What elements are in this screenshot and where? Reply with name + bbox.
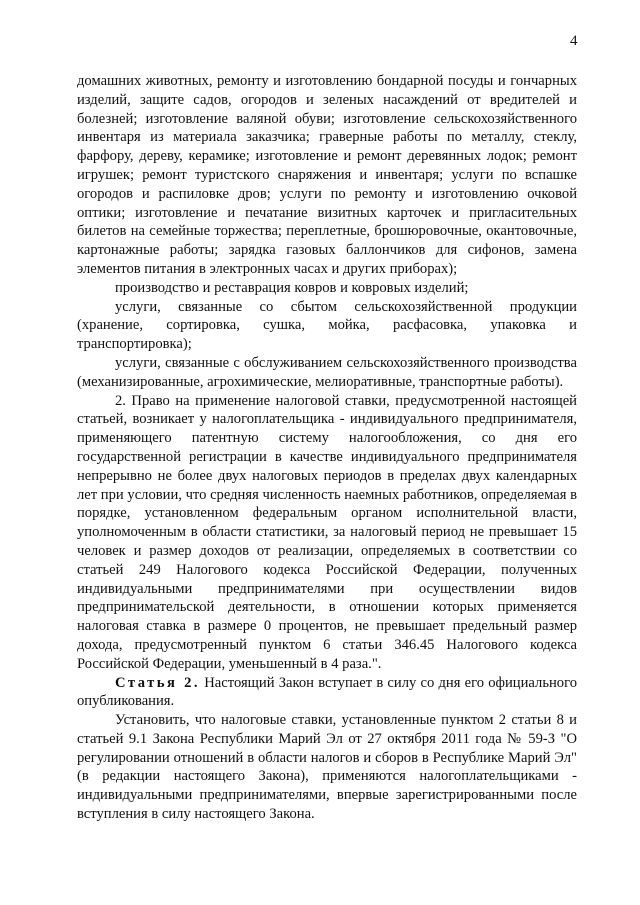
paragraph-agri-services: услуги, связанные с обслуживанием сельскохозяйственного производства (механизированные, агрохимические, мелиоративные, транспортные работы). <box>77 354 577 390</box>
article-2-paragraph <box>77 674 577 712</box>
document-body <box>77 72 577 824</box>
article-2-label: Статья 2. <box>115 674 201 691</box>
paragraph-right-to-rate: 2. Право на применение налоговой ставки, предусмотренной настоящей статьей, возникает у налогоплательщика - индивидуального предпринимателя, применяющего патентную систему налогообложения, со дня его государственной регистрации в качестве индивидуального предпринимателя непрерывно не более двух налоговых периодов в пределах двух календарных лет при условии, что средняя численность наемных работников, определяемая в порядке, установленном федеральным органом исполнительной власти, уполномоченным в области статистики, за налоговый период не превышает 15 человек и размер доходов от реализации, определяемых в соответствии со статьей 249 Налогового кодекса Российской Федерации, полученных индивидуальными предпринимателями при осуществлении видов предпринимательской деятельности, в отношении которых применяется налоговая ставка в размере 0 процентов, не превышает предельный размер дохода, предусмотренный пунктом 6 статьи 346.45 Налогового кодекса Российской Федерации, уменьшенный в 4 раза.". <box>77 392 577 672</box>
page-number: 4 <box>570 33 578 49</box>
paragraph-continued-list: домашних животных, ремонту и изготовлению бондарной посуды и гончарных изделий, защите садов, огородов и зеленых насаждений от вредителей и болезней; изготовление валяной обуви; изготовление сельскохозяйственного инвентаря из материала заказчика; граверные работы по металлу, стеклу, фарфору, дереву, керамике; изготовление и ремонт деревянных лодок; ремонт игрушек; ремонт туристского снаряжения и инвентаря; услуги по вспашке огородов и распиловке дров; услуги по ремонту и изготовлению очковой оптики; изготовление и печатание визитных карточек и пригласительных билетов на семейные торжества; переплетные, брошюровочные, окантовочные, картонажные работы; зарядка газовых баллончиков для сифонов, замена элементов питания в электронных часах и других приборах); <box>77 73 577 277</box>
paragraph-carpets: производство и реставрация ковров и ковровых изделий; <box>115 279 469 296</box>
article-2-text: Настоящий Закон вступает в силу со дня его официального опубликования. <box>77 674 577 710</box>
paragraph-agri-sales: услуги, связанные со сбытом сельскохозяйственной продукции (хранение, сортировка, сушка, мойка, расфасовка, упаковка и транспортировка); <box>77 298 577 353</box>
paragraph-closing: Установить, что налоговые ставки, установленные пунктом 2 статьи 8 и статьей 9.1 Закона Республики Марий Эл от 27 октября 2011 года № 59-З "О регулировании отношений в области налогов и сборов в Республике Марий Эл" (в редакции настоящего Закона), применяются налогоплательщиками - индивидуальными предпринимателями, впервые зарегистрированными после вступления в силу настоящего Закона. <box>77 712 577 823</box>
